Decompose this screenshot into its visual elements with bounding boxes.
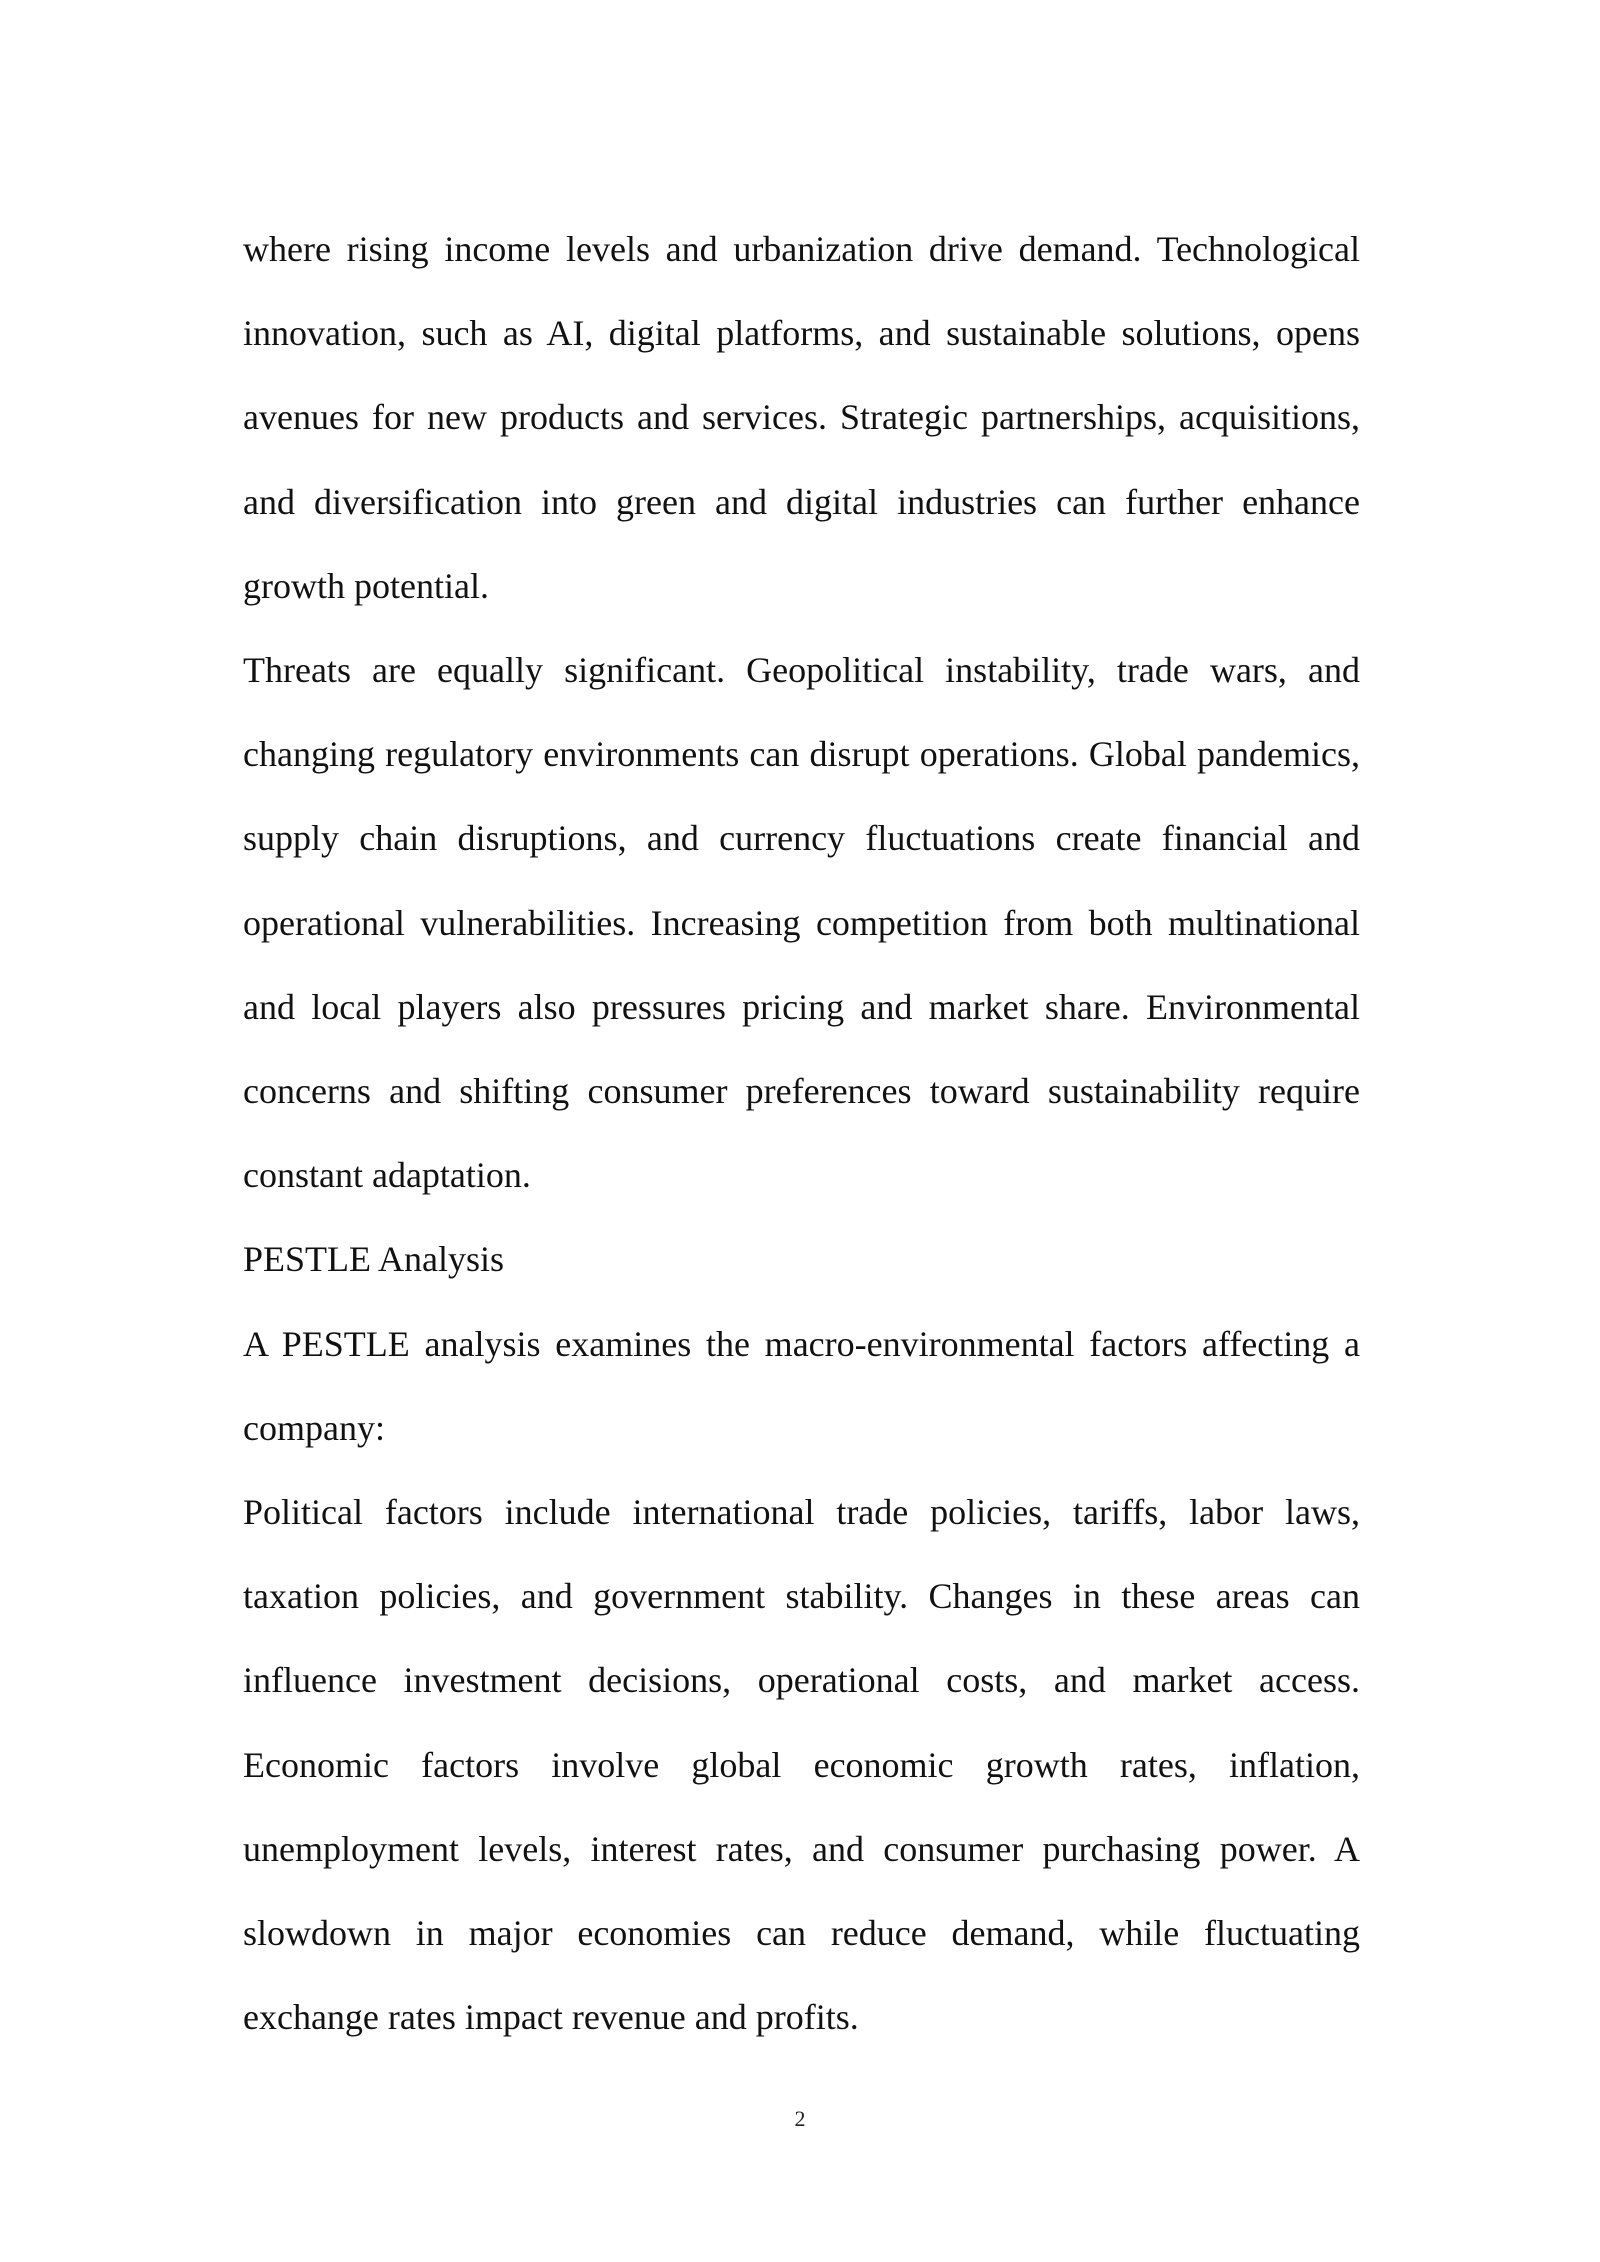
paragraph-threats: Threats are equally significant. Geopolitical instability, trade wars, and changing regulatory environments can disrupt operations. Global pandemics, supply chain disruptions, and currency fluctuations create financial and operational vulnerabilities. Increasing competition from both multinational and local players also pressures pricing and market share. Environmental concerns and shifting consumer preferences toward sustainability require constant adaptation. <box>243 650 1360 1196</box>
section-heading-pestle: PESTLE Analysis <box>243 1239 505 1280</box>
paragraph-political-economic: Political factors include international trade policies, tariffs, labor laws, taxation policies, and government stability. Changes in these areas can influence investment decisions, operational costs, and market access. Economic factors involve global economic growth rates, inflation, unemployment levels, interest rates, and consumer purchasing power. A slowdown in major economies can reduce demand, while fluctuating exchange rates impact revenue and profits. <box>243 1492 1360 2038</box>
paragraph-opportunities-continued: where rising income levels and urbanization drive demand. Technological innovation, such as AI, digital platforms, and sustainable solutions, opens avenues for new products and services. Strategic partnerships, acquisitions, and diversification into green and digital industries can further enhance growth potential. <box>243 229 1360 606</box>
paragraph-pestle-intro: A PESTLE analysis examines the macro-environmental factors affecting a company: <box>243 1323 1360 1448</box>
page-number: 2 <box>794 2106 806 2131</box>
body-text <box>243 207 1360 2059</box>
